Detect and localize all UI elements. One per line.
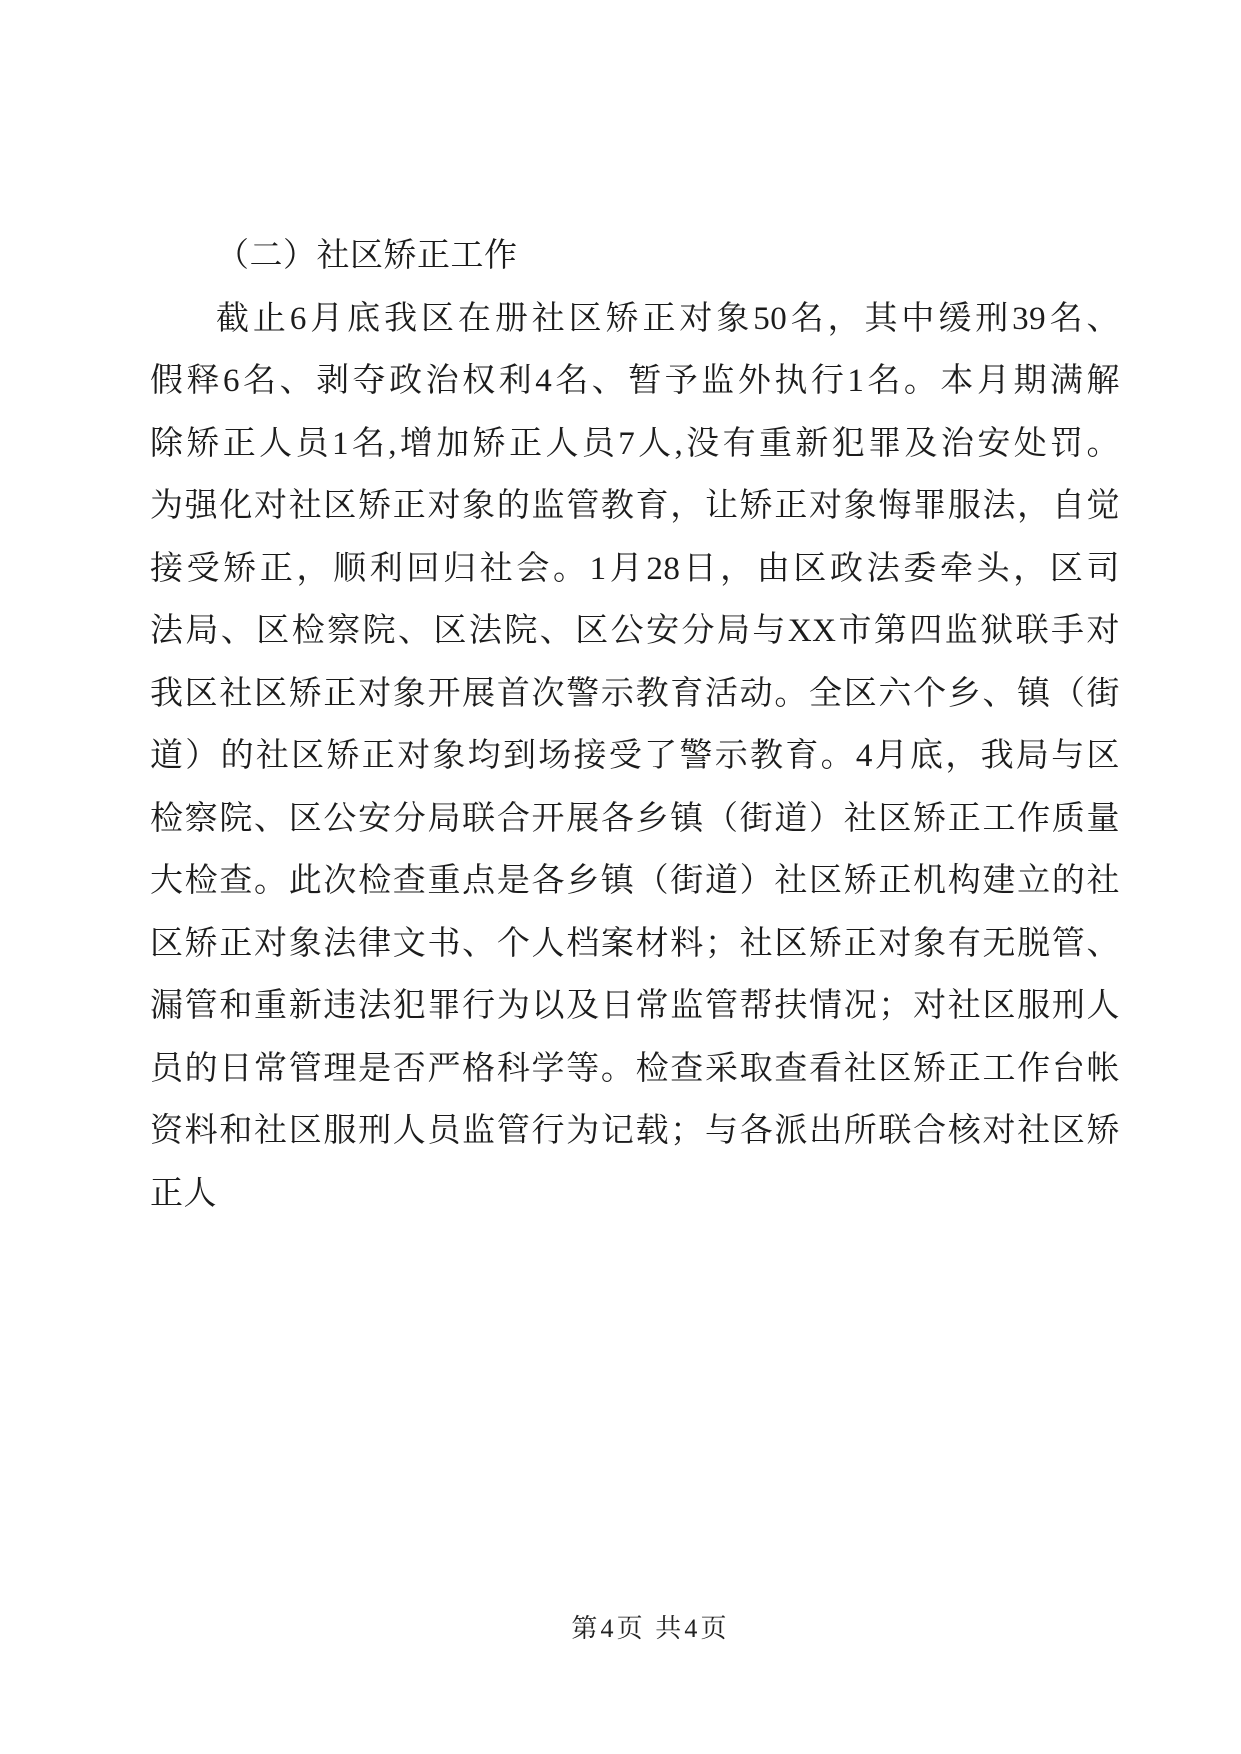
paragraph-line: 员的日常管理是否严格科学等。检查采取查看社区矫正工作台帐: [150, 1050, 1120, 1087]
paragraph-line: 大检查。此次检查重点是各乡镇（街道）社区矫正机构建立的社: [150, 863, 1120, 899]
paragraph-line: 区矫正对象法律文书、个人档案材料；社区矫正对象有无脱管、: [150, 925, 1120, 962]
paragraph-line: 道）的社区矫正对象均到场接受了警示教育。4月底，我局与区: [150, 738, 1120, 774]
paragraph-line: 除矫正人员1名,增加矫正人员7人,没有重新犯罪及治安处罚。: [150, 425, 1120, 462]
section-heading: （二）社区矫正工作: [216, 238, 518, 274]
paragraph-line: 为强化对社区矫正对象的监管教育，让矫正对象悔罪服法，自觉: [150, 488, 1120, 524]
paragraph-line: 正人: [150, 1175, 217, 1212]
paragraph-line: 检察院、区公安分局联合开展各乡镇（街道）社区矫正工作质量: [150, 800, 1120, 837]
document-body: [150, 225, 1120, 1225]
paragraph-line: 截止6月底我区在册社区矫正对象50名，其中缓刑39名、: [216, 300, 1121, 337]
paragraph-line: 接受矫正，顺利回归社会。1月28日，由区政法委牵头，区司: [150, 550, 1120, 587]
paragraph-line: 法局、区检察院、区法院、区公安分局与XX市第四监狱联手对: [150, 613, 1120, 649]
paragraph-line: 我区社区矫正对象开展首次警示教育活动。全区六个乡、镇（街: [150, 675, 1120, 712]
paragraph-line: 资料和社区服刑人员监管行为记载；与各派出所联合核对社区矫: [150, 1113, 1120, 1149]
paragraph-line: 假释6名、剥夺政治权利4名、暂予监外执行1名。本月期满解: [150, 363, 1120, 399]
paragraph-line: 漏管和重新违法犯罪行为以及日常监管帮扶情况；对社区服刑人: [150, 988, 1120, 1024]
page-number: 第4页 共4页: [571, 1614, 730, 1643]
